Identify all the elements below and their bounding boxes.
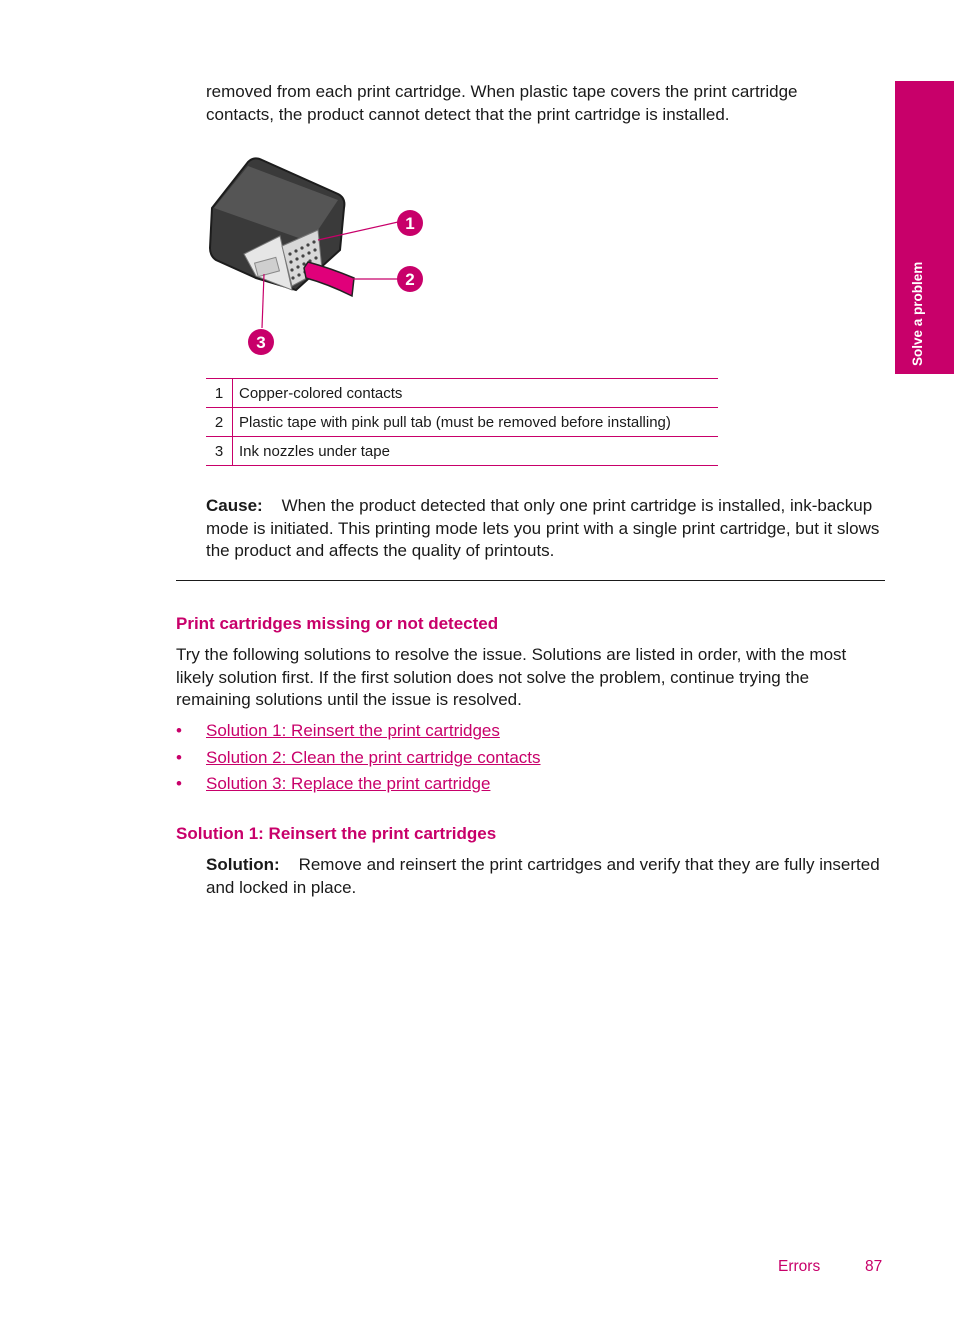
solution-text: Remove and reinsert the print cartridges and verify that they are fully inserted and locked in place. <box>206 855 880 897</box>
side-tab-label: Solve a problem <box>910 261 925 366</box>
callout-legend-table <box>206 378 718 466</box>
solution-2-link[interactable]: Solution 2: Clean the print cartridge contacts <box>206 747 541 767</box>
intro-paragraph: removed from each print cartridge. When plastic tape covers the print cartridge contacts, the product cannot detect that the print cartridge is installed. <box>206 82 798 124</box>
cause-text: When the product detected that only one print cartridge is installed, ink-backup mode is initiated. This printing mode lets you print with a single print cartridge, but it slows the product and affects the quality of printouts. <box>206 496 880 560</box>
cause-label: Cause: <box>206 496 263 515</box>
solution-1-heading: Solution 1: Reinsert the print cartridges <box>176 824 497 843</box>
print-cartridge-illustration <box>200 150 440 360</box>
legend-number: 1 <box>206 379 233 408</box>
footer-page-number: 87 <box>865 1258 883 1275</box>
legend-text: Ink nozzles under tape <box>233 437 719 466</box>
legend-number: 3 <box>206 437 233 466</box>
legend-number: 2 <box>206 408 233 437</box>
section-divider <box>176 580 885 581</box>
list-item <box>176 745 541 772</box>
cause-paragraph <box>206 495 886 563</box>
section-intro: Try the following solutions to resolve the issue. Solutions are listed in order, with the most likely solution first. If the first solution does not solve the problem, continue trying the remaining solutions until the issue is resolved. <box>176 645 847 709</box>
pink-pull-tab <box>304 262 354 296</box>
table-row <box>206 379 718 408</box>
solution-3-link[interactable]: Solution 3: Replace the print cartridge <box>206 774 491 793</box>
callout-2-number: 2 <box>405 270 415 289</box>
solution-label: Solution: <box>206 855 280 874</box>
solution-1-link[interactable]: Solution 1: Reinsert the print cartridges <box>206 721 500 740</box>
bullet: • <box>176 747 182 767</box>
callout-1-number: 1 <box>405 214 415 233</box>
list-item <box>176 718 541 745</box>
legend-text: Plastic tape with pink pull tab (must be removed before installing) <box>233 408 719 437</box>
bullet: • <box>176 721 182 740</box>
solution-paragraph <box>206 854 886 899</box>
list-item <box>176 771 541 798</box>
legend-text: Copper-colored contacts <box>233 379 719 408</box>
callout-3-number: 3 <box>256 333 266 352</box>
table-row <box>206 408 718 437</box>
leader-line-3 <box>262 274 264 328</box>
section-heading: Print cartridges missing or not detected <box>176 614 499 633</box>
table-row <box>206 437 718 466</box>
bullet: • <box>176 774 182 793</box>
footer-section-name: Errors <box>778 1258 821 1275</box>
solution-links-list <box>176 718 541 798</box>
